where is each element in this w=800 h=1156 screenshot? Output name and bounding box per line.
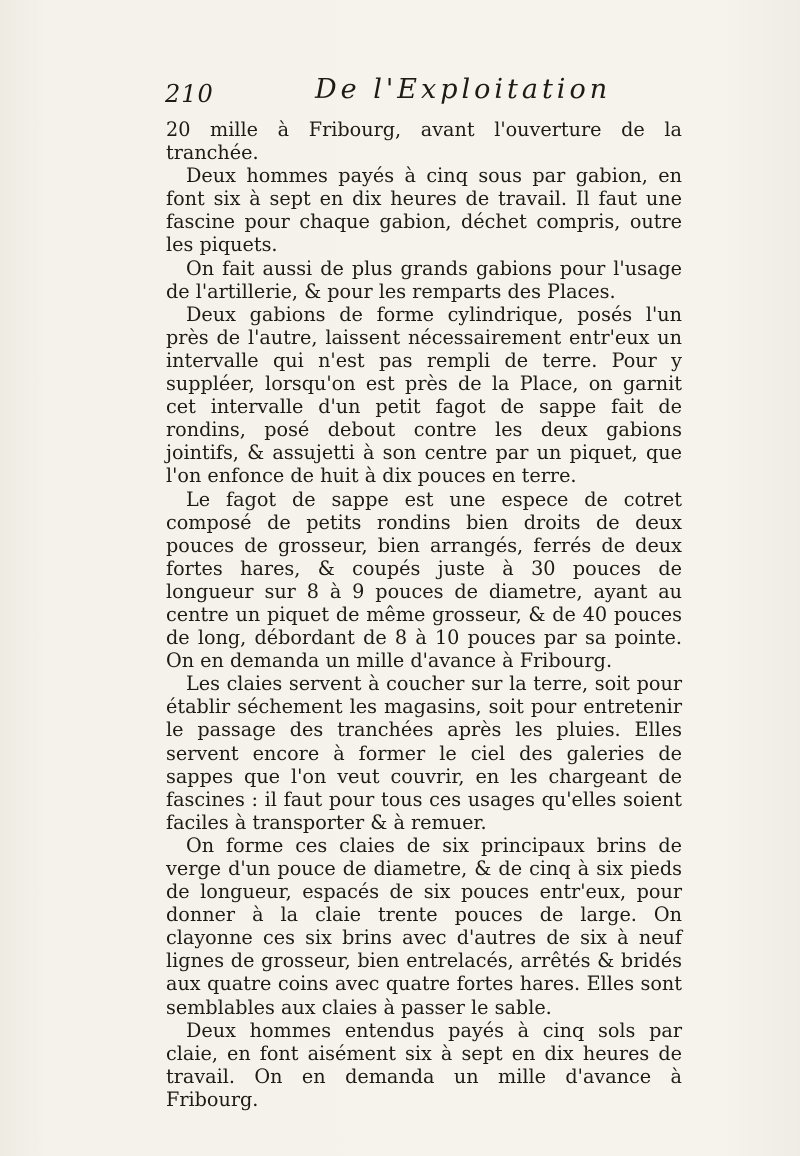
paragraph: Les claies servent à coucher sur la terre, soit pour établir séchement les magasins, soit pour entretenir le passage des tranchées après les pluies. Elles servent encore à former le ciel des galeries de sappes que l'on veut couvrir, en les chargeant de fascines : il faut pour tous ces usages qu'elles soient faciles à transporter & à remuer. bbox=[166, 672, 682, 834]
paragraph: On fait aussi de plus grands gabions pour l'usage de l'artillerie, & pour les remparts des Places. bbox=[166, 256, 682, 303]
paragraph: Deux hommes payés à cinq sous par gabion, en font six à sept en dix heures de travail. Il faut une fascine pour chaque gabion, déchet compris, outre les piquets. bbox=[166, 164, 682, 257]
running-title: De l'Exploitation bbox=[315, 74, 612, 105]
paragraph: Deux hommes entendus payés à cinq sols par claie, en font aisément six à sept en dix heures de travail. On en demanda un mille d'avance à Fribourg. bbox=[166, 1018, 682, 1111]
page-header bbox=[165, 70, 685, 110]
paragraph: 20 mille à Fribourg, avant l'ouverture de la tranchée. bbox=[166, 118, 682, 165]
paragraph: Le fagot de sappe est une espece de cotret composé de petits rondins bien droits de deux pouces de grosseur, bien arrangés, ferrés de deux fortes hares, & coupés juste à 30 pouces de longueur sur 8 à 9 pouces de diametre, ayant au centre un piquet de même grosseur, & de 40 pouces de long, débordant de 8 à 10 pouces par sa pointe. On en demanda un mille d'avance à Fribourg. bbox=[166, 487, 682, 673]
paragraph: Deux gabions de forme cylindrique, posés l'un près de l'autre, laissent nécessairement entr'eux un intervalle qui n'est pas rempli de terre. Pour y suppléer, lorsqu'on est près de la Place, on garnit cet intervalle d'un petit fagot de sappe fait de rondins, posé debout contre les deux gabions jointifs, & assujetti à son centre par un piquet, que l'on enfonce de huit à dix pouces en terre. bbox=[166, 302, 682, 488]
body-text bbox=[166, 118, 682, 1111]
page-number: 210 bbox=[165, 80, 214, 108]
paragraph: On forme ces claies de six principaux brins de verge d'un pouce de diametre, & de cinq à six pieds de longueur, espacés de six pouces entr'eux, pour donner à la claie trente pouces de large. On clayonne ces six brins avec d'autres de six à neuf lignes de grosseur, bien entrelacés, arrêtés & bridés aux quatre coins avec quatre fortes hares. Elles sont semblables aux claies à passer le sable. bbox=[166, 833, 682, 1019]
